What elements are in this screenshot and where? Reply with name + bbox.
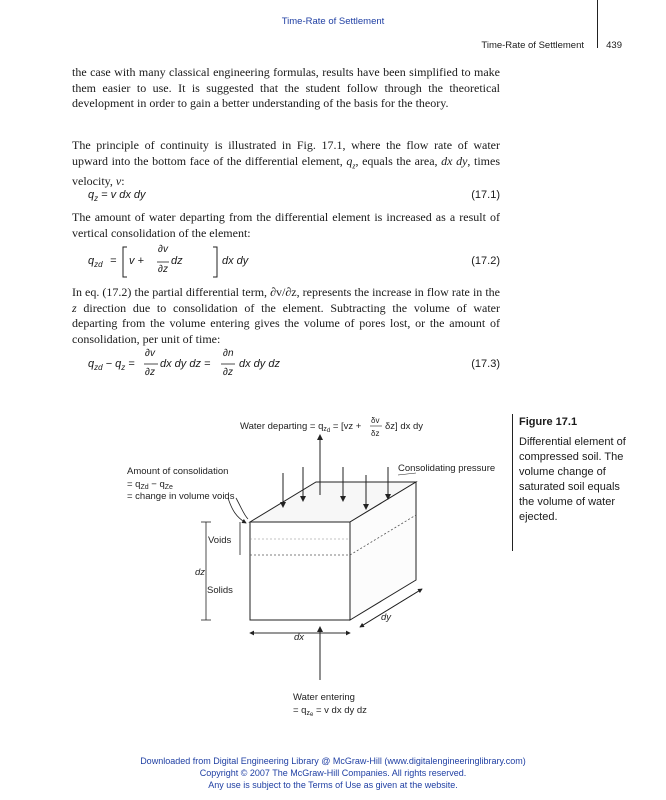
departing-frac-den: δz	[371, 429, 380, 438]
amount-line-1: Amount of consolidation	[127, 466, 229, 477]
running-head: Time-Rate of Settlement	[481, 40, 584, 51]
amount-line-3: = change in volume voids	[127, 491, 235, 502]
water-entering-line-1: Water entering	[293, 692, 355, 703]
departing-tail: δz] dx dy	[385, 421, 424, 432]
equation-17-2: $q_{zd}$ = v + ∂v ∂z dz dx dy (17.2)	[88, 244, 500, 280]
consolidation-leader-2	[236, 498, 248, 519]
dy-label: dy	[381, 612, 392, 623]
equation-17-3: $q_{zd} - q_z$ = ∂v ∂z dx dy dz = ∂n ∂z dx dy dz (17.3)	[88, 348, 500, 378]
solids-label: Solids	[207, 585, 233, 596]
top-banner: Time-Rate of Settlement	[281, 16, 385, 27]
footer-terms-link[interactable]: Any use is subject to the Terms of Use as given at the website.	[208, 780, 458, 790]
paragraph-departing: The amount of water departing from the differential element is increased as a result of vertical consolidation of the element:	[72, 210, 500, 240]
soil-element-box	[250, 482, 416, 620]
equation-number: (17.2)	[471, 255, 500, 267]
departing-frac-num: δv	[371, 416, 380, 425]
page-number: 439	[606, 40, 622, 51]
caption-rule	[512, 414, 513, 551]
footer-download-link[interactable]: Downloaded from Digital Engineering Library @ McGraw-Hill (www.digitalengineeringlibrary.com)	[140, 756, 526, 766]
water-departing-label: Water departing = $q_zd = [vz$ +	[240, 421, 362, 434]
paragraph-partial-term: In eq. (17.2) the partial differential term, ∂v/∂z, represents the increase in flow rate in the z direction due to consolidation of the element. Subtracting the volume of water departing from the volume entering gives the volume of pores lost, or the amount of consolidation, per unit of time:	[72, 285, 500, 346]
figure-caption: Differential element of compressed soil. The volume change of saturated soil equals the volume of water ejected.	[519, 436, 626, 523]
paragraph-continuity: The principle of continuity is illustrated in Fig. 17.1, where the flow rate of water upward into the bottom face of the differential element, $q_z$, equals the area, dx dy, times velocity, v:	[72, 138, 500, 188]
water-entering-line-2: = $q_ze = v$ dx dy dz	[293, 705, 367, 718]
voids-label: Voids	[208, 535, 232, 546]
footer-copyright: Copyright © 2007 The McGraw-Hill Companies. All rights reserved.	[199, 768, 467, 778]
equation-17-1: $q_z = v$ dx dy (17.1)	[88, 189, 500, 204]
equation-number: (17.3)	[471, 358, 500, 370]
amount-line-2: = $q_{Zd} - q_{Ze}$	[127, 479, 173, 491]
consolidating-pressure-label: Consolidating pressure	[398, 463, 496, 474]
dz-label: dz	[195, 567, 206, 578]
header-rule	[597, 0, 598, 48]
paragraph-intro: the case with many classical engineering formulas, results have been simplified to make them easier to use. It is suggested that the student follow through the theoretical development in order to gain a better understanding of the basis for the theory.	[72, 65, 500, 111]
figure-17-1-diagram	[0, 395, 510, 725]
dx-label: dx	[294, 632, 305, 643]
equation-number: (17.1)	[471, 189, 500, 201]
figure-title: Figure 17.1	[519, 416, 578, 428]
